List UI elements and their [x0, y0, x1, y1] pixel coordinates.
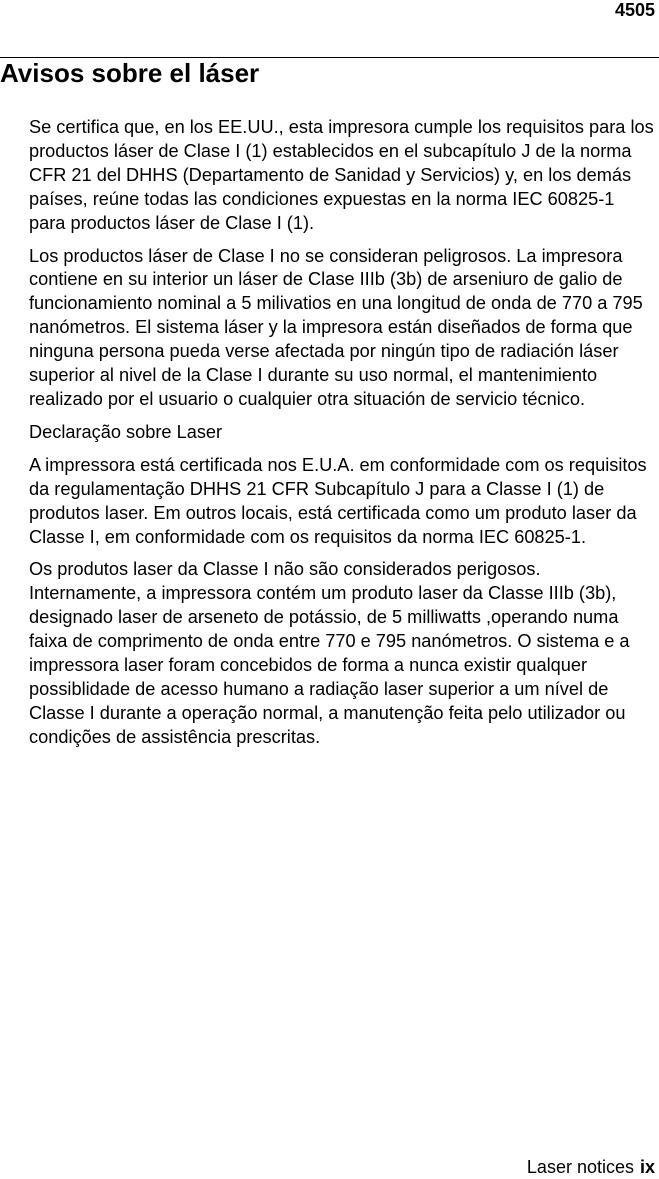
- paragraph-portuguese-certification: A impressora está certificada nos E.U.A. em conformidade com os requisitos da regulamentação DHHS 21 CFR Subcapítulo J para a Classe I (1) de produtos laser. Em outros locais, está certificada como um produto laser da Classe I, em conformidade com os requisitos da norma IEC 60825-1.: [29, 454, 647, 547]
- paragraph-portuguese-class-info: Os produtos laser da Classe I não são considerados perigosos. Internamente, a impressora contém um produto laser da Classe IIIb (3b), designado laser de arseneto de potássio, de 5 milliwatts ,operando numa faixa de comprimento de onda entre 770 e 795 nanómetros. O sistema e a impressora laser foram concebidos de forma a nunca existir qualquer possiblidade de acesso humano a radiação laser superior a um nível de Classe I durante a operação normal, a manutenção feita pelo utilizador ou condições de assistência prescritas.: [29, 559, 630, 747]
- page-footer: [527, 1155, 655, 1179]
- page-number: ix: [639, 1157, 655, 1177]
- paragraph-spanish-class-info: Los productos láser de Clase I no se consideran peligrosos. La impresora contiene en su interior un láser de Clase IIIb (3b) de arseniuro de galio de funcionamiento nominal a 5 milivatios en una longitud de onda de 770 a 795 nanómetros. El sistema láser y la impresora están diseñados de forma que ninguna persona pueda verse afectada por ningún tipo de radiación láser superior al nivel de la Clase I durante su uso normal, el mantenimiento realizado por el usuario o cualquier otra situación de servicio técnico.: [29, 245, 643, 409]
- paragraph-spanish-certification: Se certifica que, en los EE.UU., esta impresora cumple los requisitos para los productos láser de Clase I (1) establecidos en el subcapítulo J de la norma CFR 21 del DHHS (Departamento de Sanidad y Servicios) y, en los demás países, reúne todas las condiciones expuestas en la norma IEC 60825-1 para productos láser de Clase I (1).: [29, 117, 654, 233]
- portuguese-heading: Declaração sobre Laser: [29, 421, 223, 442]
- footer-section-name: Laser notices: [526, 1157, 634, 1177]
- model-number: 4505: [614, 0, 655, 20]
- page-title: Avisos sobre el láser: [0, 58, 260, 88]
- body-text: [29, 116, 655, 759]
